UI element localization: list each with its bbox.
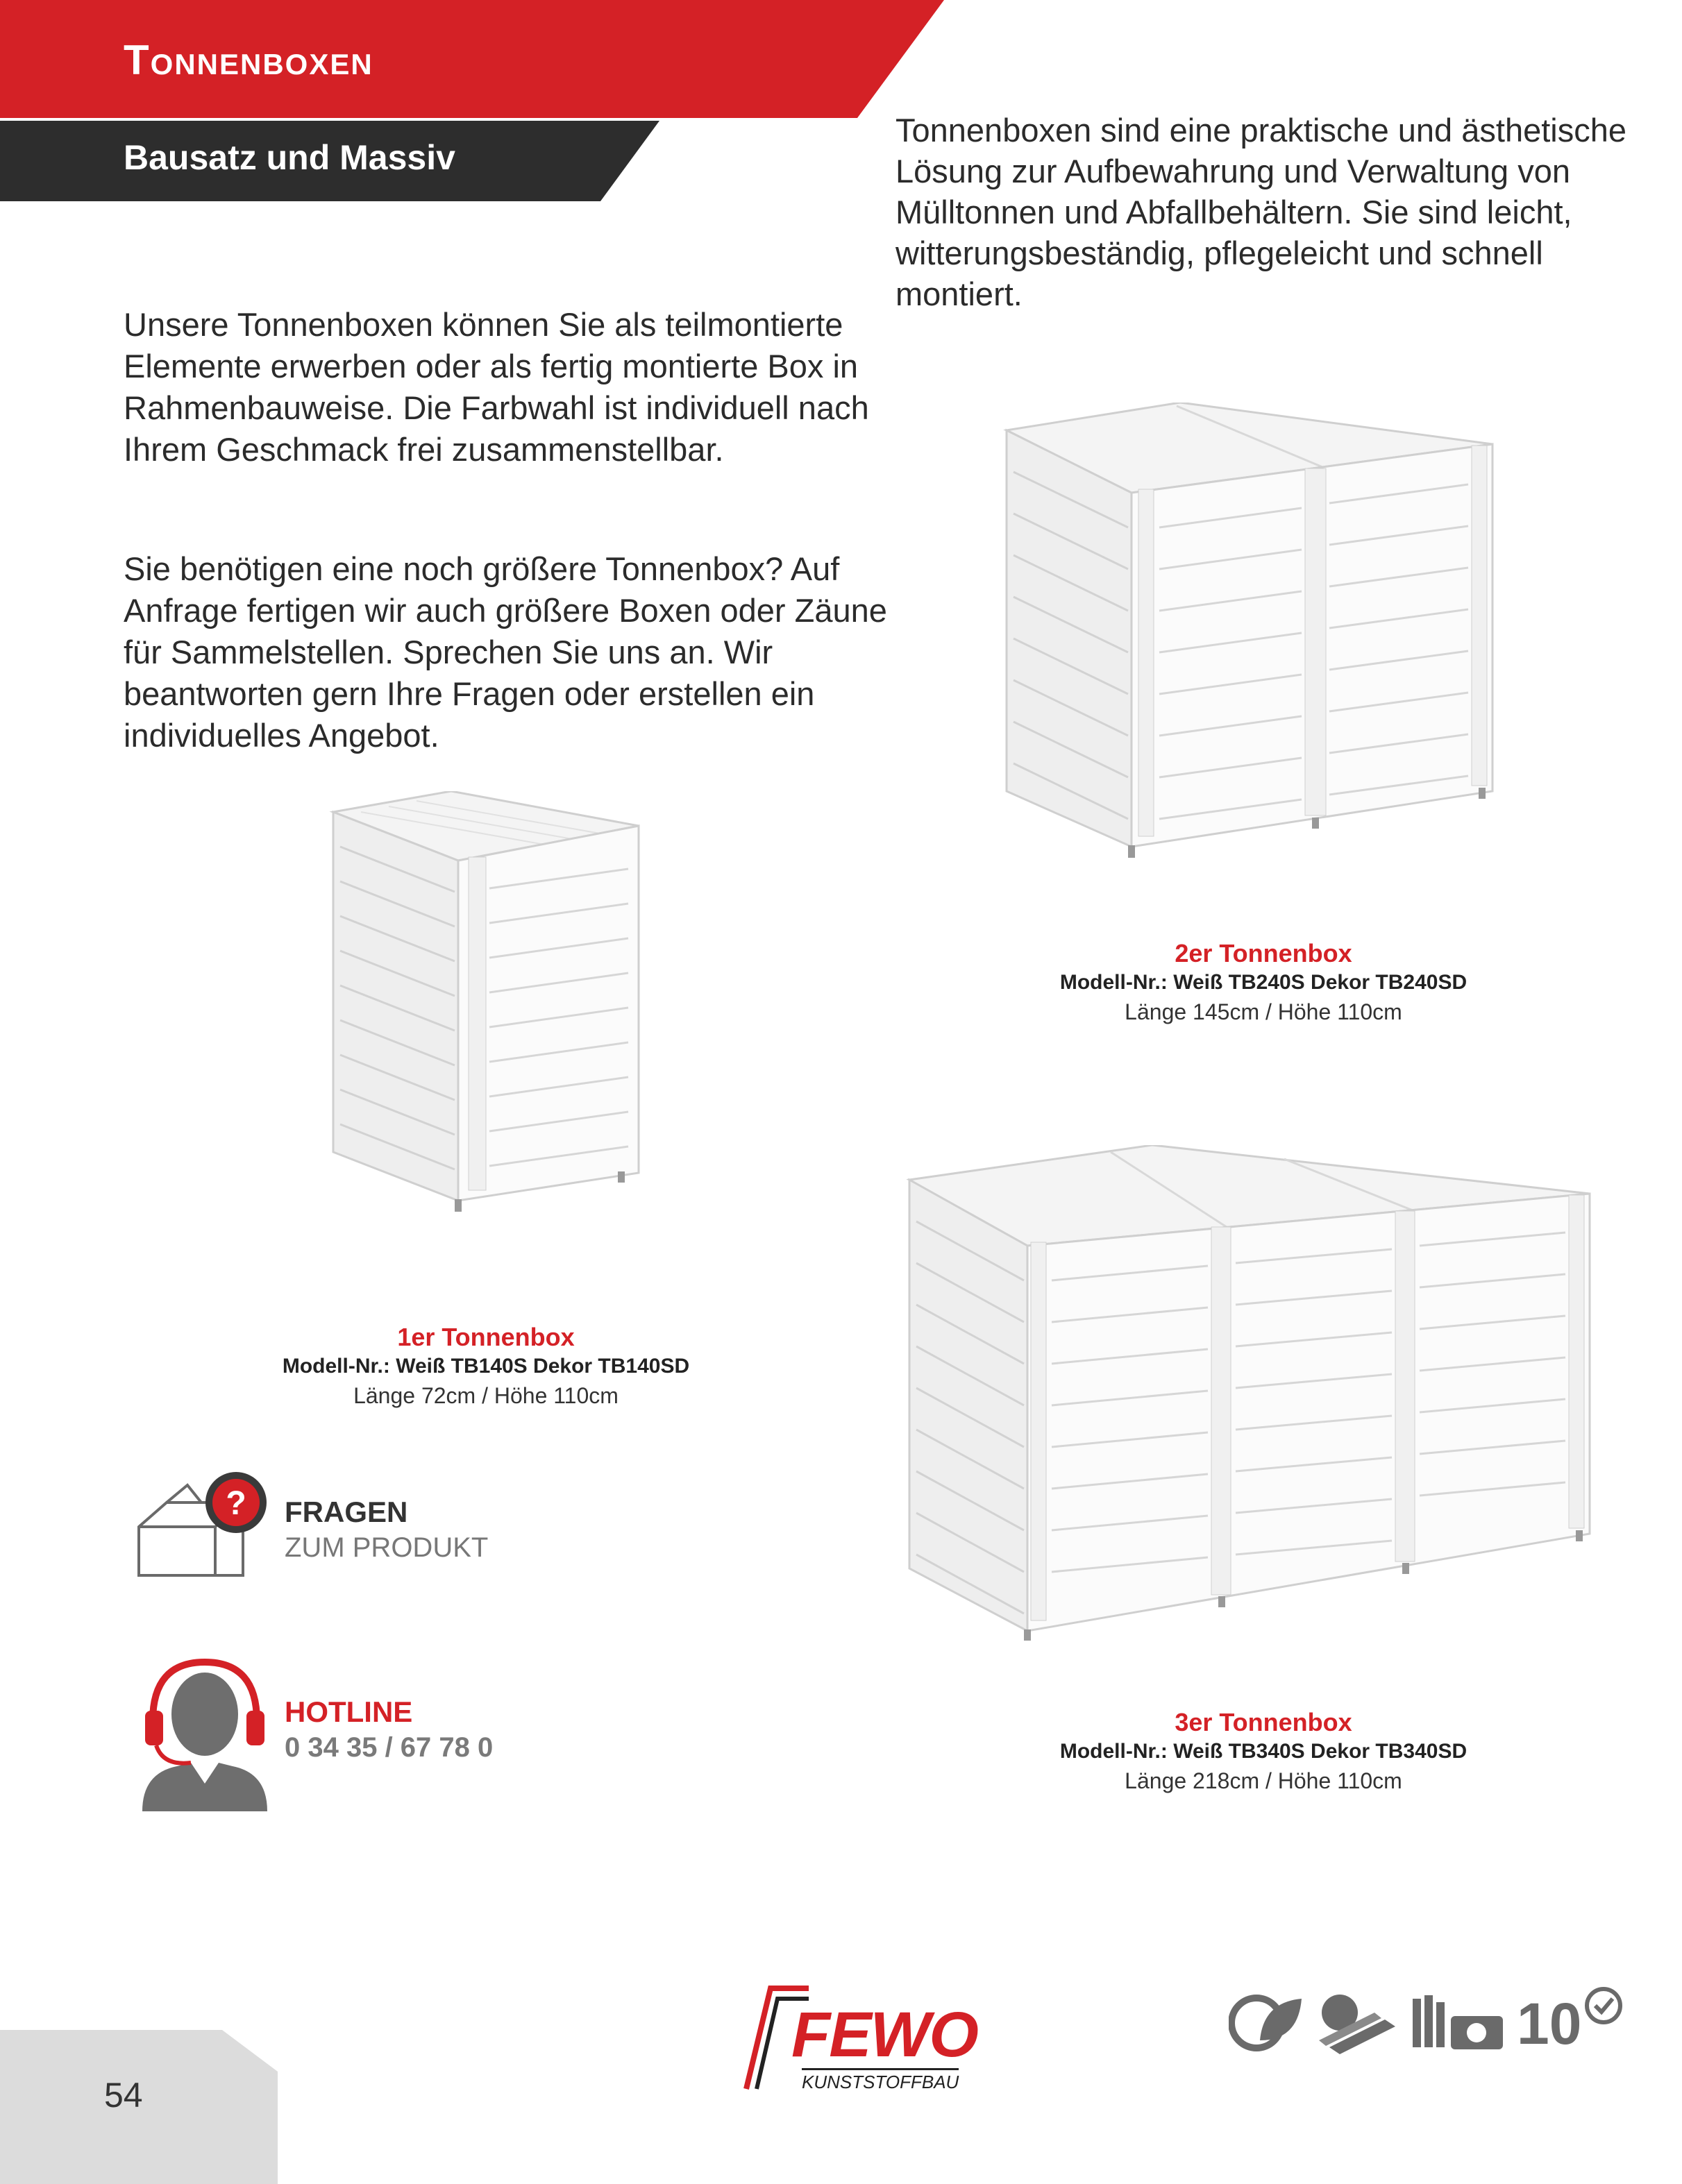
product-model: Modell-Nr.: Weiß TB340S Dekor TB340SD <box>1059 1740 1467 1763</box>
product-model: Modell-Nr.: Weiß TB240S Dekor TB240SD <box>1059 971 1467 994</box>
paragraph-2: Sie benötigen eine noch größere Tonnenbox? Auf Anfrage fertigen wir auch größere Boxen oder Zäune für Sammelstellen. Sprechen Sie uns an. Wir beantworten gern Ihre Fragen oder erstellen ein individuelles Angebot. <box>124 550 887 754</box>
product-image-3er-box <box>895 1145 1610 1645</box>
eco-leaf-icon <box>1229 1992 1305 2054</box>
product-caption-3er <box>986 1707 1541 1796</box>
page-number-tab <box>0 2030 292 2184</box>
logo-tagline: KUNSTSTOFFBAU <box>802 2068 959 2093</box>
question-mark-icon: ? <box>226 1485 246 1522</box>
hotline-headset-icon <box>135 1652 274 1818</box>
hotline-title: HOTLINE <box>285 1695 413 1728</box>
product-dimensions: Länge 145cm / Höhe 110cm <box>1125 999 1402 1024</box>
warranty-years: 10 <box>1517 1991 1582 2056</box>
faq-subtitle: ZUM PRODUKT <box>285 1532 489 1563</box>
product-name: 2er Tonnenbox <box>1175 939 1352 967</box>
product-image-1er-box <box>319 791 653 1214</box>
product-name: 3er Tonnenbox <box>1175 1708 1352 1736</box>
product-caption-2er <box>986 938 1541 1027</box>
product-dimensions: Länge 218cm / Höhe 110cm <box>1125 1768 1402 1793</box>
saw-plank-icon <box>1315 1992 1399 2054</box>
intro-text: Tonnenboxen sind eine praktische und ästhetische Lösung zur Aufbewahrung und Verwaltung von Mülltonnen und Abfallbehältern. Sie sind leicht, witterungsbeständig, pflegeleicht und schnell montiert. <box>895 112 1627 312</box>
faq-title: FRAGEN <box>285 1496 408 1528</box>
page-subtitle: Bausatz und Massiv <box>124 138 455 177</box>
warranty-check-icon <box>1583 1985 1624 2026</box>
hotline-number[interactable]: 0 34 35 / 67 78 0 <box>285 1732 494 1763</box>
faq-box-icon <box>132 1464 271 1582</box>
paragraph-1: Unsere Tonnenboxen können Sie als teilmontierte Elemente erwerben oder als fertig montierte Box in Rahmenbauweise. Die Farbwahl ist individuell nach Ihrem Geschmack frei zusammenstellbar. <box>124 306 869 468</box>
logo-brand: FEWO <box>791 1999 977 2070</box>
feature-badges <box>1229 1985 1631 2061</box>
product-image-2er-box <box>993 403 1506 861</box>
product-dimensions: Länge 72cm / Höhe 110cm <box>353 1383 619 1408</box>
page-number: 54 <box>104 2076 143 2115</box>
product-name: 1er Tonnenbox <box>397 1323 575 1351</box>
product-model: Modell-Nr.: Weiß TB140S Dekor TB140SD <box>282 1355 690 1378</box>
toolkit-icon <box>1409 1992 1506 2054</box>
fewo-logo <box>743 1985 993 2096</box>
section-title: Tonnenboxen <box>124 37 373 83</box>
product-caption-1er <box>208 1322 764 1411</box>
